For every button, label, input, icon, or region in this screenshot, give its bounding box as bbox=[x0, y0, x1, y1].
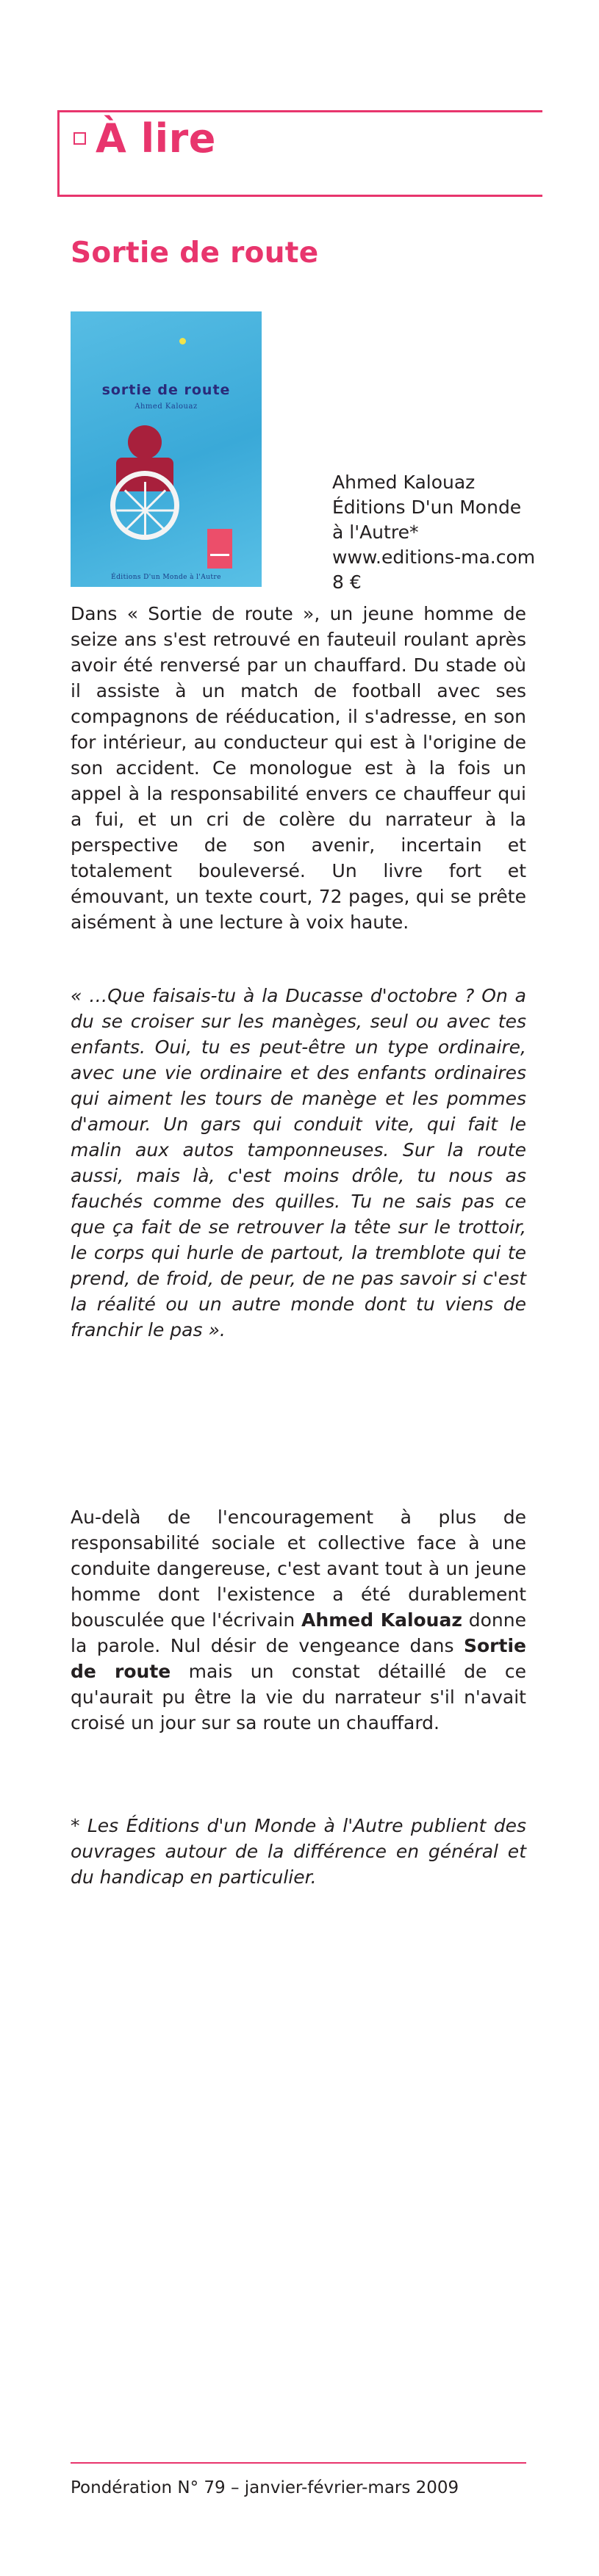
paragraph-commentary bbox=[71, 1504, 526, 1736]
book-meta bbox=[332, 470, 538, 595]
footer-rule bbox=[71, 2462, 526, 2464]
book-price: 8 € bbox=[332, 571, 362, 593]
cover-badge-icon bbox=[207, 529, 232, 569]
commentary-book-title: Sortie de route bbox=[71, 1635, 526, 1682]
square-bullet-icon bbox=[73, 132, 86, 145]
paragraph-quote: « …Que faisais-tu à la Ducasse d'octobre ? On a du se croiser sur les manèges, seul ou avec tes enfants. Oui, tu es peut-être un type ordinaire, avec une vie ordinaire et des enfants ordinaires qui aiment les tours de manège et les pommes d'amour. Un gars qui conduit vite, qui fait le malin aux autos tamponneuses. Sur la route aussi, mais là, c'est moins drôle, tu nous as fauchés comme des quilles. Tu ne sais pas ce que ça fait de se retrouver la tête sur le trottoir, le corps qui hurle de partout, la tremblote qui te prend, de froid, de peur, de ne pas savoir si c'est la réalité ou un autre monde dont tu viens de franchir le pas ». bbox=[71, 985, 526, 1341]
article-body-quote bbox=[71, 983, 526, 1343]
footer-text: Pondération N° 79 – janvier-février-mars 2009 bbox=[71, 2478, 459, 2497]
commentary-text-part1: Au-delà de l'encouragement à plus de responsabilité sociale et collective face à une conduite dangereuse, c'est avant tout à un jeune homme dont l'existence a été durablement bousculée que l'écrivain bbox=[71, 1507, 526, 1631]
cover-wheelchair-illustration bbox=[106, 425, 187, 528]
article-body-intro bbox=[71, 601, 526, 935]
cover-wheel-icon bbox=[110, 471, 179, 540]
commentary-author-name: Ahmed Kalouaz bbox=[301, 1609, 462, 1631]
book-publisher: Éditions D'un Monde bbox=[332, 497, 522, 518]
book-publisher-line2: à l'Autre* bbox=[332, 522, 419, 543]
article-title: Sortie de route bbox=[71, 237, 319, 270]
section-title: À lire bbox=[96, 115, 216, 162]
commentary-text-part2: donne la parole. Nul désir de vengeance dans bbox=[71, 1609, 526, 1656]
header-rule-bottom bbox=[57, 195, 542, 197]
cover-author-text: Ahmed Kalouaz bbox=[134, 403, 198, 411]
article-footnote bbox=[71, 1813, 526, 1890]
cover-title-text: sortie de route bbox=[101, 382, 231, 398]
cover-dot-icon bbox=[179, 338, 186, 344]
paragraph-summary: Dans « Sortie de route », un jeune homme de seize ans s'est retrouvé en fauteuil roulant après avoir été renversé par un chauffard. Du stade où il assiste à un match de football avec ses compagnons de rééducation, il s'adresse, en son for intérieur, au conducteur qui est à l'origine de son accident. Ce monologue est à la fois un appel à la responsabilité envers ce chauffeur qui a fui, et un cri de colère du narrateur à la perspective de son avenir, incertain et totalement bouleversé. Un livre fort et émouvant, un texte court, 72 pages, qui se prête aisément à une lecture à voix haute. bbox=[71, 603, 526, 933]
book-website[interactable]: www.editions-ma.com bbox=[332, 546, 536, 568]
book-cover-image bbox=[71, 311, 262, 587]
article-body-commentary bbox=[71, 1504, 526, 1736]
paragraph-footnote: * Les Éditions d'un Monde à l'Autre publient des ouvrages autour de la différence en général et du handicap en particulier. bbox=[71, 1815, 526, 1888]
cover-badge-line bbox=[210, 554, 229, 556]
cover-publisher-text: Éditions D'un Monde à l'Autre bbox=[111, 574, 221, 581]
header-rule-top bbox=[57, 110, 542, 112]
header-rule-left bbox=[57, 110, 60, 197]
book-author: Ahmed Kalouaz bbox=[332, 472, 476, 493]
commentary-text-part3: mais un constat détaillé de ce qu'aurait pu être la vie du narrateur s'il n'avait croisé un jour sur sa route un chauffard. bbox=[71, 1661, 526, 1733]
cover-figure-head bbox=[128, 425, 162, 459]
